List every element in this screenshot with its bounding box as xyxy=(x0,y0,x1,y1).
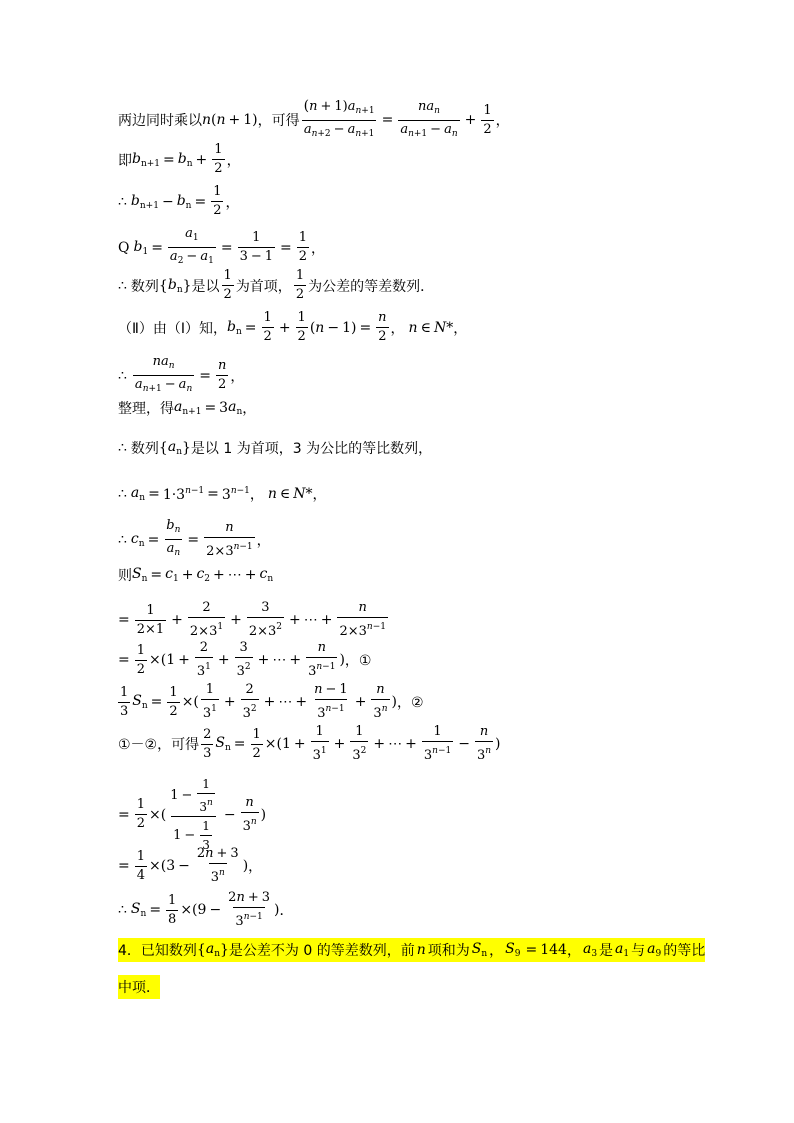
question-4-line-1: 4．已知数列 { $a_n$ } 是公差不为 0 的等差数列，前 n 项和为 $S_n$ ， $S_9$ = 144 ， $a_3$ 是 $a_1$ 与 $a_9$ 的等比 xyxy=(118,938,705,962)
line-14: = $\frac{1}{2}$ ×(1 + $\frac{2}{3^1}$ + $\frac{3}{3^2}$ + ⋯ + $\frac{n}{3^{n-1}}$ ) ，① xyxy=(118,640,372,679)
question-4-line-2: 中项． xyxy=(118,975,160,999)
line-3: ∴ $b_{n+1}$ − $b_n$ = $\frac{1}{2}$ ， xyxy=(118,184,240,218)
line-16: ①－②，可得 $\frac{2}{3}$ $S_n$ = $\frac{1}{2}$ ×(1 + $\frac{1}{3^1}$ + $\frac{1}{3^2}$ + ⋯ + $\frac{1}{3^{n-1}}$ − $\frac{n}{3^n}$ ) xyxy=(118,724,501,763)
line-5: ∴ 数列 { $b_n$ } 是以 $\frac{1}{2}$ 为首项， $\frac{1}{2}$ 为公差的等差数列． xyxy=(118,268,435,302)
line-10: ∴ $a_n$ = $1\cdot 3^{n-1}$ = $3^{n-1}$ ， n ∈ N * ， xyxy=(118,485,327,503)
line-19: ∴ $S_n$ = $\frac{1}{8}$ ×(9 − $\frac{2n + 3}{3^{n-1}}$ ) ． xyxy=(118,890,294,929)
line-7: ∴ $\frac{na_n}{a_{n+1} - a_n}$ = $\frac{n}{2}$ ， xyxy=(118,354,734,397)
line-15: $\frac{1}{3}$ $S_n$ = $\frac{1}{2}$ ×( $\frac{1}{3^1}$ + $\frac{2}{3^2}$ + ⋯ + $\frac{n - 1}{3^{n-1}}$ + $\frac{n}{3^n}$ ) ，② xyxy=(120,682,424,721)
line-13: = $\frac{1}{2\times 1}$ + $\frac{2}{2\times 3^1}$ + $\frac{3}{2\times 3^2}$ + ⋯ + $\frac{n}{2\times 3^{n-1}}$ xyxy=(118,600,386,639)
line-2: 即 $b_{n+1}$ = $b_n$ + $\frac{1}{2}$ ， xyxy=(118,142,241,176)
line-8: 整理，得 $a_{n+1}$ = 3 $a_n$ ， xyxy=(118,399,257,417)
line-4: Q $b_1$ = $\frac{a_1}{a_2 - a_1}$ = $\frac{1}{3 - 1}$ = $\frac{1}{2}$ ， xyxy=(118,226,734,269)
line-11: ∴ $c_n$ = $\frac{b_n}{a_n}$ = $\frac{n}{2\times 3^{n-1}}$ ， xyxy=(118,518,734,561)
line-17: = $\frac{1}{2}$ ×( 1 − $\frac{1}{3^n}$ 1 − $\frac{1}{3}$ − $\frac{n}{3^n}$ ) xyxy=(118,777,267,852)
line-1: 两边同时乘以 n ( n + 1) ，可得 $\frac{(n + 1)a_{n+1}}{a_{n+2} - a_{n+1}}$ = $\frac{na_n}{a_{n+1} - a_n}$ + $\frac{1}{2}$ ， xyxy=(118,98,734,142)
line-9: ∴ 数列 { $a_n$ } 是以 1 为首项，3 为公比的等比数列， xyxy=(118,439,433,457)
line-18: = $\frac{1}{4}$ ×(3 − $\frac{2n + 3}{3^n}$ ) ， xyxy=(118,846,263,885)
line-12: 则 $S_n$ = $c_1$ + $c_2$ + ⋯ + $c_n$ xyxy=(118,566,274,584)
line-6: （Ⅱ）由（Ⅰ）知， $b_n$ = $\frac{1}{2}$ + $\frac{1}{2}$ ( n − 1) = $\frac{n}{2}$ ， n ∈ N * ， xyxy=(118,310,468,344)
